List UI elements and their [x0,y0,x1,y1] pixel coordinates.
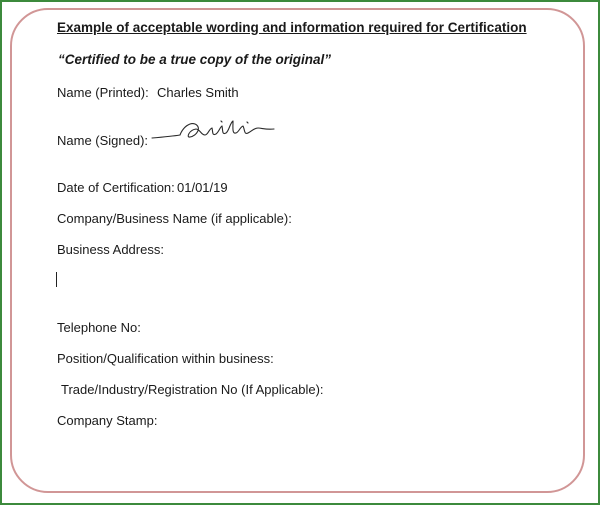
name-signed-label: Name (Signed): [57,133,149,148]
trade-registration-label: Trade/Industry/Registration No (If Applicable): [61,382,324,397]
date-of-certification-label: Date of Certification: [57,180,175,195]
business-address-label: Business Address: [57,242,164,257]
signature-mark [150,118,280,152]
certification-heading: Example of acceptable wording and information required for Certification [57,20,527,35]
text-cursor[interactable] [56,272,57,287]
certification-phrase: “Certified to be a true copy of the original” [58,52,332,67]
position-qualification-label: Position/Qualification within business: [57,351,274,366]
company-name-label: Company/Business Name (if applicable): [57,211,292,226]
name-printed-value: Charles Smith [157,85,239,100]
telephone-label: Telephone No: [57,320,141,335]
date-of-certification-value: 01/01/19 [177,180,228,195]
company-stamp-label: Company Stamp: [57,413,158,428]
name-printed-label: Name (Printed): [57,85,149,100]
